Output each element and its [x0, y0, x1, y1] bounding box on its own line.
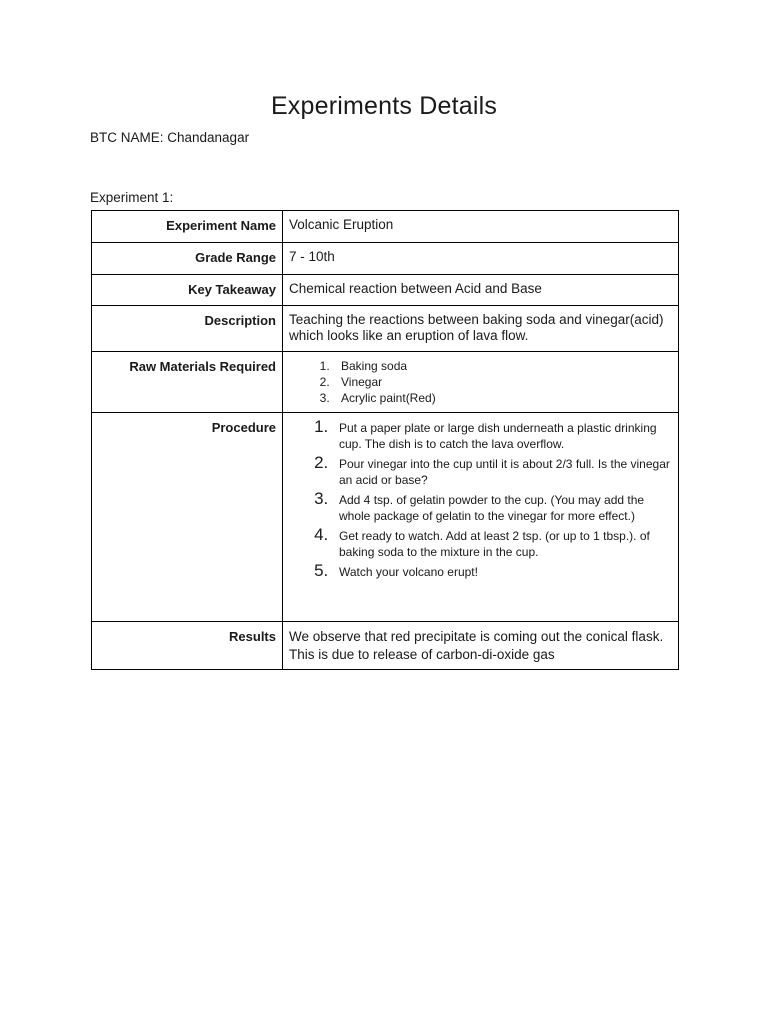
list-item: 1. Baking soda: [333, 358, 670, 374]
btc-name: BTC NAME: Chandanagar: [90, 130, 250, 145]
list-item: 2. Pour vinegar into the cup until it is about 2/3 full. Is the vinegar an acid or base?: [333, 455, 670, 488]
experiment-name-value: Volcanic Eruption: [283, 211, 679, 243]
page-title: Experiments Details: [270, 92, 498, 120]
procedure-value: [283, 413, 679, 622]
experiment-name-key: Experiment Name: [92, 211, 283, 243]
table-row: [92, 622, 679, 670]
table-row: [92, 211, 679, 243]
results-value: We observe that red precipitate is coming out the conical flask. This is due to release of carbon-di-oxide gas: [283, 622, 679, 670]
list-item: 2. Vinegar: [333, 374, 670, 390]
table-row: [92, 243, 679, 275]
key-takeaway-key: Key Takeaway: [92, 275, 283, 306]
materials-value: [283, 352, 679, 413]
materials-key: Raw Materials Required: [92, 352, 283, 413]
table-row: [92, 275, 679, 306]
procedure-list: [289, 419, 670, 580]
list-item: 3. Acrylic paint(Red): [333, 390, 670, 406]
description-value: Teaching the reactions between baking soda and vinegar(acid) which looks like an eruption of lava flow.: [283, 306, 679, 352]
table-row: [92, 306, 679, 352]
list-item: 4. Get ready to watch. Add at least 2 tsp. (or up to 1 tbsp.). of baking soda to the mixture in the cup.: [333, 527, 670, 560]
grade-range-key: Grade Range: [92, 243, 283, 275]
table-row: [92, 352, 679, 413]
experiment-details-table: [91, 210, 679, 670]
list-item: 5. Watch your volcano erupt!: [333, 563, 670, 580]
experiment-label: Experiment 1:: [90, 190, 174, 205]
results-key: Results: [92, 622, 283, 670]
grade-range-value: 7 - 10th: [283, 243, 679, 275]
list-item: 1. Put a paper plate or large dish underneath a plastic drinking cup. The dish is to catch the lava overflow.: [333, 419, 670, 452]
key-takeaway-value: Chemical reaction between Acid and Base: [283, 275, 679, 306]
table-row: [92, 413, 679, 622]
materials-list: [289, 358, 670, 406]
procedure-key: Procedure: [92, 413, 283, 622]
description-key: Description: [92, 306, 283, 352]
list-item: 3. Add 4 tsp. of gelatin powder to the cup. (You may add the whole package of gelatin to the vinegar for more effect.): [333, 491, 670, 524]
